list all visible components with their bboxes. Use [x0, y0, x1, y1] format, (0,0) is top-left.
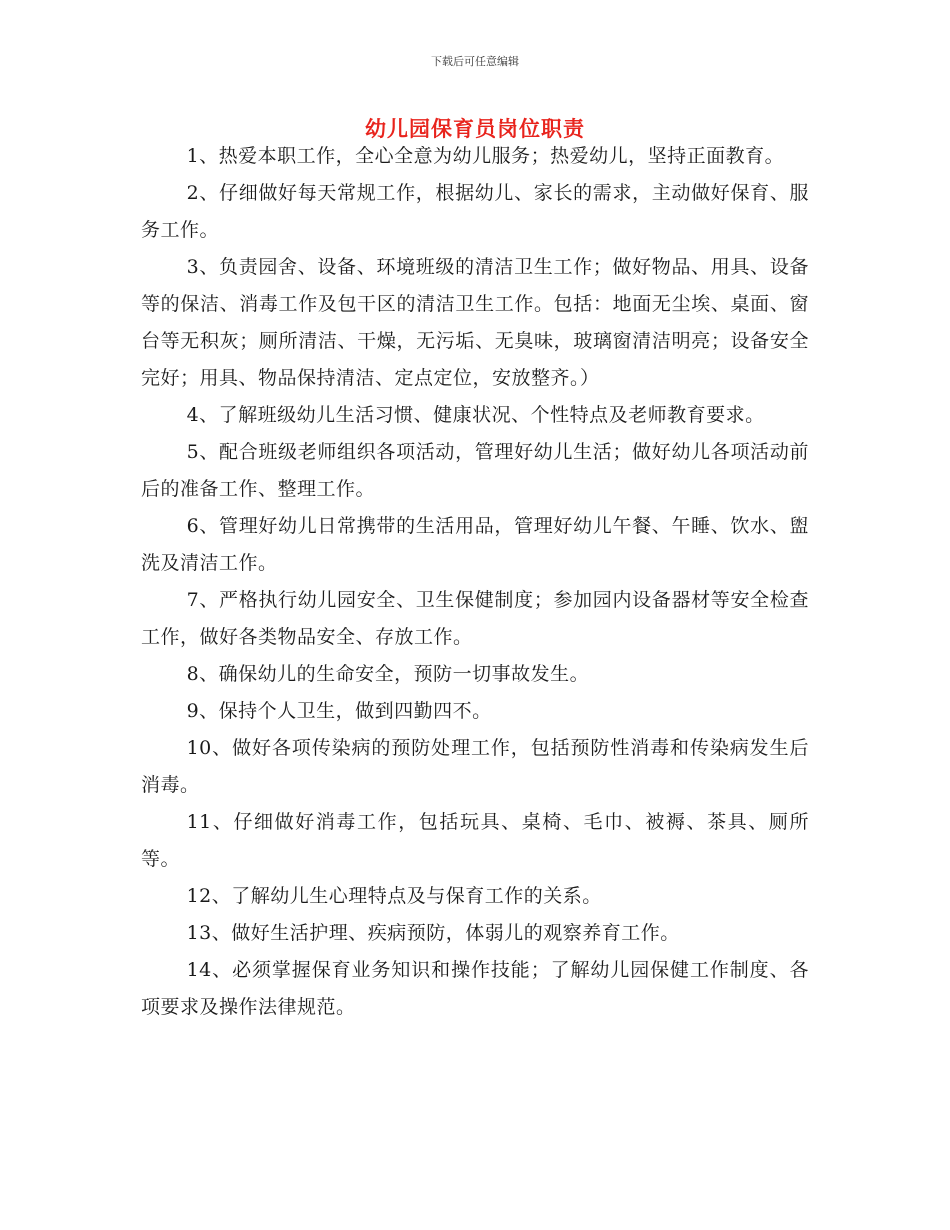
- paragraph-9: 9、保持个人卫生，做到四勤四不。: [186, 700, 492, 722]
- paragraph-4: 4、了解班级幼儿生活习惯、健康状况、个性特点及老师教育要求。: [186, 404, 765, 426]
- paragraph-6: 6、管理好幼儿日常携带的生活用品，管理好幼儿午餐、午睡、饮水、盥洗及清洁工作。: [141, 515, 809, 574]
- paragraph-10: 10、做好各项传染病的预防处理工作，包括预防性消毒和传染病发生后消毒。: [141, 737, 809, 796]
- paragraph-8: 8、确保幼儿的生命安全，预防一切事故发生。: [186, 663, 590, 685]
- paragraph-13: 13、做好生活护理、疾病预防，体弱儿的观察养育工作。: [186, 922, 680, 944]
- paragraph-14: 14、必须掌握保育业务知识和操作技能；了解幼儿园保健工作制度、各项要求及操作法律规范。: [141, 959, 809, 1018]
- paragraph-7: 7、严格执行幼儿园安全、卫生保健制度；参加园内设备器材等安全检查工作，做好各类物品安全、存放工作。: [141, 589, 809, 648]
- document-body: [141, 138, 809, 1026]
- paragraph-2: 2、仔细做好每天常规工作，根据幼儿、家长的需求，主动做好保育、服务工作。: [141, 182, 809, 241]
- download-note: 下载后可任意编辑: [431, 55, 519, 68]
- paragraph-12: 12、了解幼儿生心理特点及与保育工作的关系。: [186, 885, 602, 907]
- document-title: 幼儿园保育员岗位职责: [365, 117, 585, 141]
- paragraph-11: 11、仔细做好消毒工作，包括玩具、桌椅、毛巾、被褥、茶具、厕所等。: [141, 811, 809, 870]
- paragraph-5: 5、配合班级老师组织各项活动，管理好幼儿生活；做好幼儿各项活动前后的准备工作、整理工作。: [141, 441, 809, 500]
- paragraph-1: 1、热爱本职工作，全心全意为幼儿服务；热爱幼儿，坚持正面教育。: [186, 145, 785, 167]
- paragraph-3: 3、负责园舍、设备、环境班级的清洁卫生工作；做好物品、用具、设备等的保洁、消毒工作及包干区的清洁卫生工作。包括：地面无尘埃、桌面、窗台等无积灰；厕所清洁、干燥，无污垢、无臭味，玻璃窗清洁明亮；设备安全完好；用具、物品保持清洁、定点定位，安放整齐。）: [141, 256, 809, 389]
